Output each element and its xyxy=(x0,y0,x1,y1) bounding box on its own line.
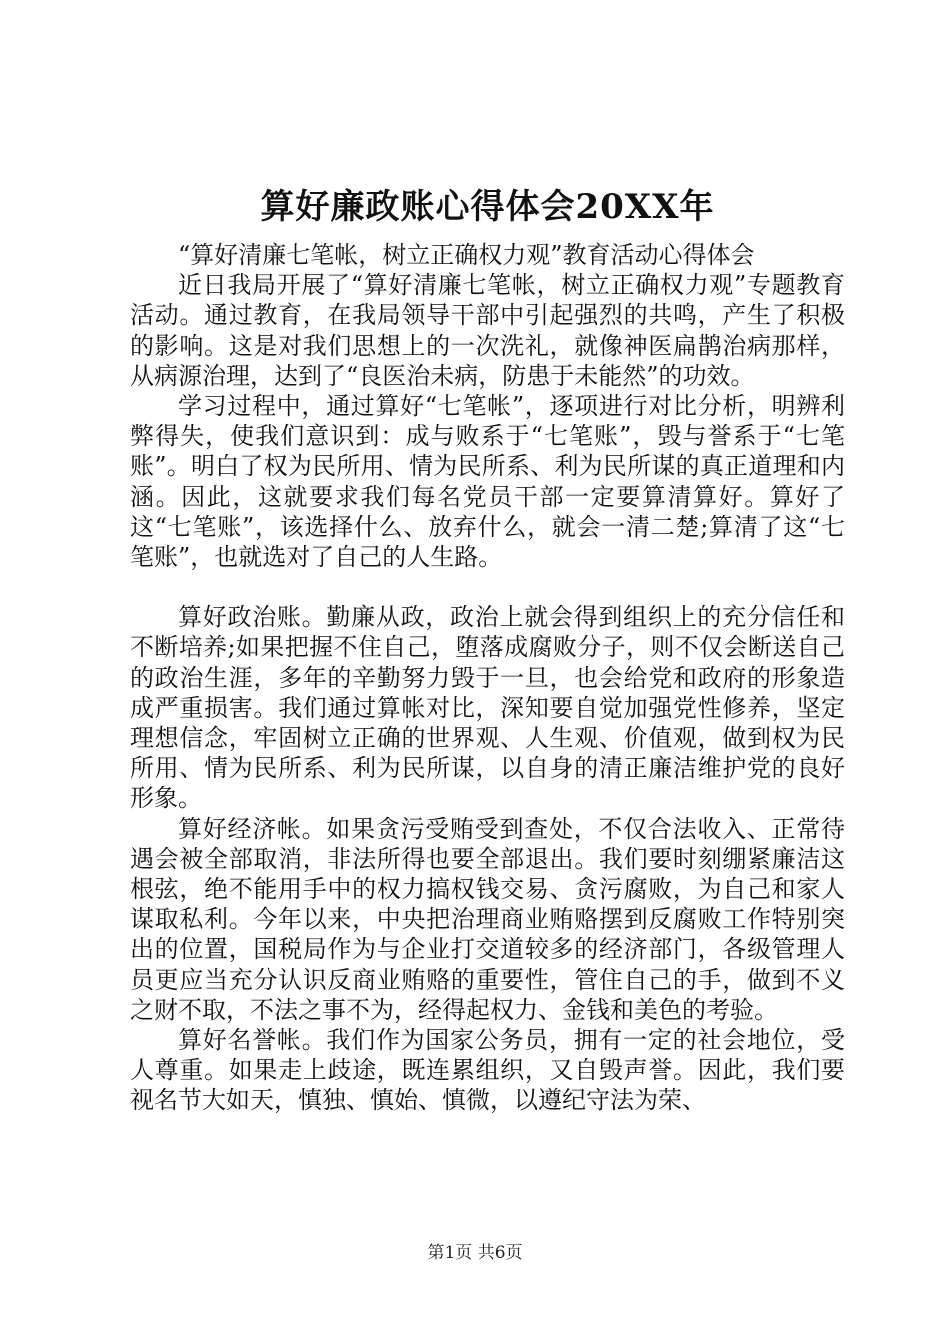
page-number-footer: 第1页 共6页 xyxy=(427,1243,523,1263)
body-paragraph: 算好经济帐。如果贪污受贿受到查处，不仅合法收入、正常待遇会被全部取消，非法所得也要全部退出。我们要时刻绷紧廉洁这根弦，绝不能用手中的权力搞权钱交易、贪污腐败，为自己和家人谋取私利。今年以来，中央把治理商业贿赂摆到反腐败工作特别突出的位置，国税局作为与企业打交道较多的经济部门，各级管理人员更应当充分认识反商业贿赂的重要性，管住自己的手，做到不义之财不取，不法之事不为，经得起权力、金钱和美色的考验。 xyxy=(130,814,845,1024)
body-paragraph: 算好政治账。勤廉从政，政治上就会得到组织上的充分信任和不断培养;如果把握不住自己，堕落成腐败分子，则不仅会断送自己的政治生涯，多年的辛勤努力毁于一旦，也会给党和政府的形象造成严重损害。我们通过算帐对比，深知要自觉加强党性修养，坚定理想信念，牢固树立正确的世界观、人生观、价值观，做到权为民所用、情为民所系、利为民所谋，以自身的清正廉洁维护党的良好形象。 xyxy=(130,603,845,813)
document-body xyxy=(130,240,845,1116)
paragraph-spacer xyxy=(130,572,845,602)
document-title: 算好廉政账心得体会20XX年 xyxy=(260,187,715,227)
subtitle-paragraph: “算好清廉七笔帐，树立正确权力观”教育活动心得体会 xyxy=(178,241,755,269)
body-paragraph: 近日我局开展了“算好清廉七笔帐，树立正确权力观”专题教育活动。通过教育，在我局领导干部中引起强烈的共鸣，产生了积极的影响。这是对我们思想上的一次洗礼，就像神医扁鹊治病那样，从病源治理，达到了“良医治未病，防患于未能然”的功效。 xyxy=(130,271,845,390)
body-paragraph: 学习过程中，通过算好“七笔帐”，逐项进行对比分析，明辨利弊得失，使我们意识到：成与败系于“七笔账”，毁与誉系于“七笔账”。明白了权为民所用、情为民所系、利为民所谋的真正道理和内涵。因此，这就要求我们每名党员干部一定要算清算好。算好了这“七笔账”，该选择什么、放弃什么，就会一清二楚;算清了这“七笔账”，也就选对了自己的人生路。 xyxy=(130,392,845,572)
body-paragraph: 算好名誉帐。我们作为国家公务员，拥有一定的社会地位，受人尊重。如果走上歧途，既连累组织，又自毁声誉。因此，我们要视名节大如天，慎独、慎始、慎微，以遵纪守法为荣、 xyxy=(130,1026,845,1115)
